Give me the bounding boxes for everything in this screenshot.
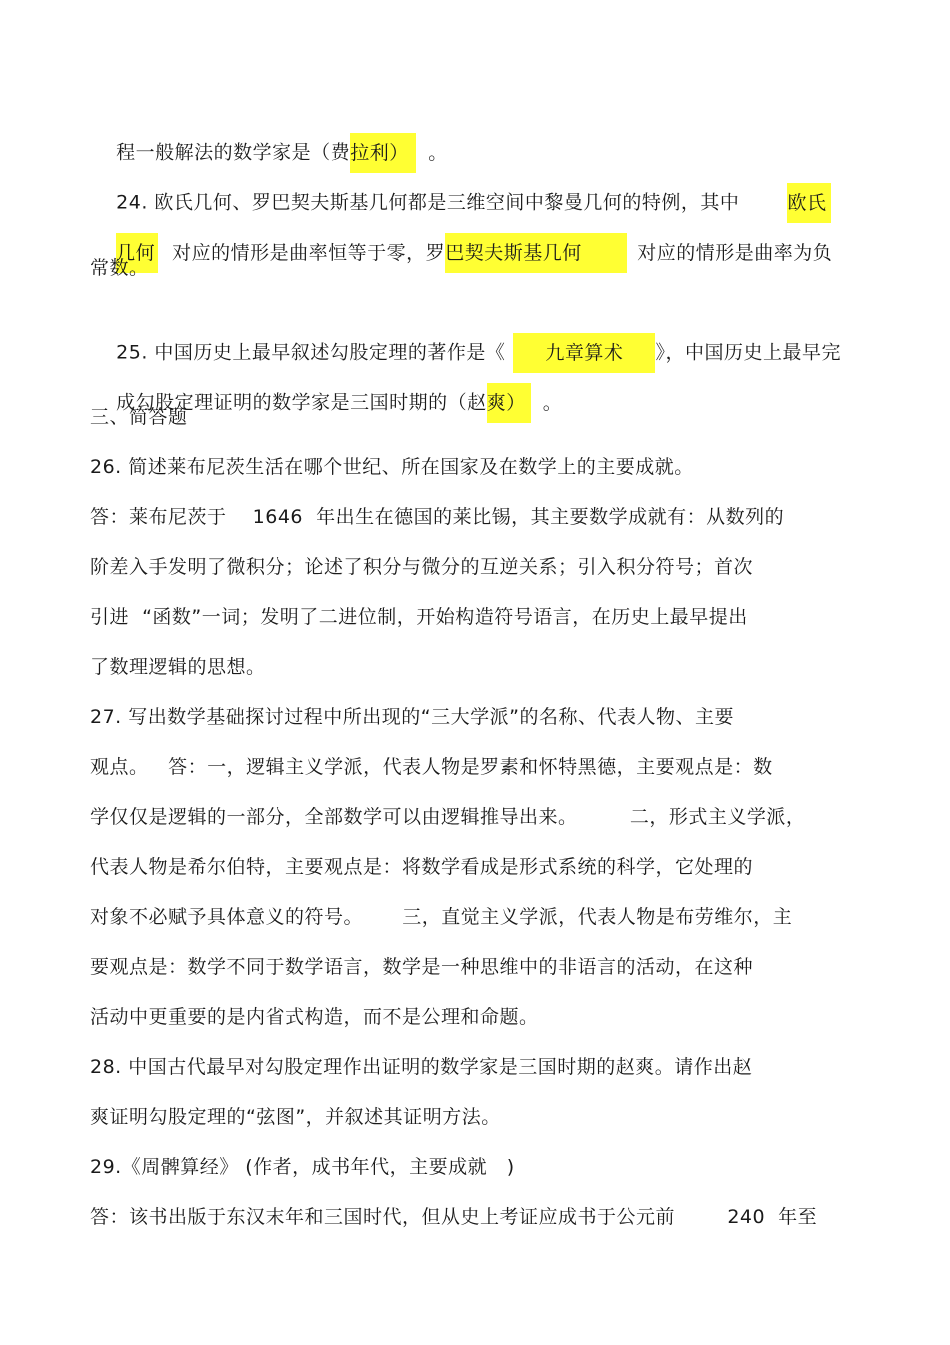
text: 对应的情形是曲率为负 <box>637 241 833 264</box>
text: 25. 中国历史上最早叙述勾股定理的著作是《 <box>116 341 506 364</box>
text-line: 常数。 <box>90 257 149 279</box>
text-line: 阶差入手发明了微积分；论述了积分与微分的互逆关系；引入积分符号；首次 <box>90 556 754 578</box>
question-27: 27. 写出数学基础探讨过程中所出现的“三大学派”的名称、代表人物、主要 <box>90 706 734 728</box>
text: 。 <box>542 391 563 414</box>
text-line: 学仅仅是逻辑的一部分，全部数学可以由逻辑推导出来。 二，形式主义学派， <box>90 806 806 828</box>
question-24-line-1 <box>90 153 831 214</box>
text-line: 答：莱布尼茨于 1646 年出生在德国的莱比锡，其主要数学成就有：从数列的 <box>90 506 785 528</box>
question-26: 26. 简述莱布尼茨生活在哪个世纪、所在国家及在数学上的主要成就。 <box>90 456 694 478</box>
text: 成勾股定理证明的数学家是三国时期的（赵 <box>116 391 487 414</box>
text-line-1 <box>90 103 448 164</box>
answer-highlight: 爽） <box>487 383 531 423</box>
text: 24. 欧氏几何、罗巴契夫斯基几何都是三维空间中黎曼几何的特例，其中 <box>116 191 740 214</box>
question-29: 29.《周髀算经》 (作者，成书年代，主要成就 ) <box>90 1156 515 1178</box>
text-line: 代表人物是希尔伯特，主要观点是：将数学看成是形式系统的科学，它处理的 <box>90 856 754 878</box>
question-28: 28. 中国古代最早对勾股定理作出证明的数学家是三国时期的赵爽。请作出赵 <box>90 1056 753 1078</box>
text-line: 活动中更重要的是内省式构造，而不是公理和命题。 <box>90 1006 539 1028</box>
text: 。 <box>428 141 448 164</box>
text-line: 观点。 答：一，逻辑主义学派，代表人物是罗素和怀特黑德，主要观点是：数 <box>90 756 773 778</box>
question-25-line-1 <box>90 303 841 364</box>
question-24-line-2 <box>90 203 833 264</box>
text-line: 要观点是：数学不同于数学语言，数学是一种思维中的非语言的活动，在这种 <box>90 956 754 978</box>
section-heading: 三、简答题 <box>90 406 188 428</box>
text: 程一般解法的数学家是（费 <box>116 141 351 164</box>
text-line: 爽证明勾股定理的“弦图”，并叙述其证明方法。 <box>90 1106 501 1128</box>
text-line: 对象不必赋予具体意义的符号。 三，直觉主义学派，代表人物是布劳维尔，主 <box>90 906 793 928</box>
text-line: 了数理逻辑的思想。 <box>90 656 266 678</box>
answer-highlight: 拉利） <box>350 133 416 173</box>
question-25-line-2 <box>90 353 563 414</box>
text: 》，中国历史上最早完 <box>655 341 841 364</box>
answer-highlight: 欧氏 <box>787 183 831 223</box>
answer-highlight: 巴契夫斯基几何 <box>445 233 627 273</box>
text: 对应的情形是曲率恒等于零，罗 <box>172 241 446 264</box>
answer-highlight: 几何 <box>116 233 158 273</box>
text-line: 答：该书出版于东汉末年和三国时代，但从史上考证应成书于公元前 240 年至 <box>90 1206 818 1228</box>
text-line: 引进 “函数”一词；发明了二进位制，开始构造符号语言，在历史上最早提出 <box>90 606 748 628</box>
answer-highlight: 九章算术 <box>513 333 655 373</box>
